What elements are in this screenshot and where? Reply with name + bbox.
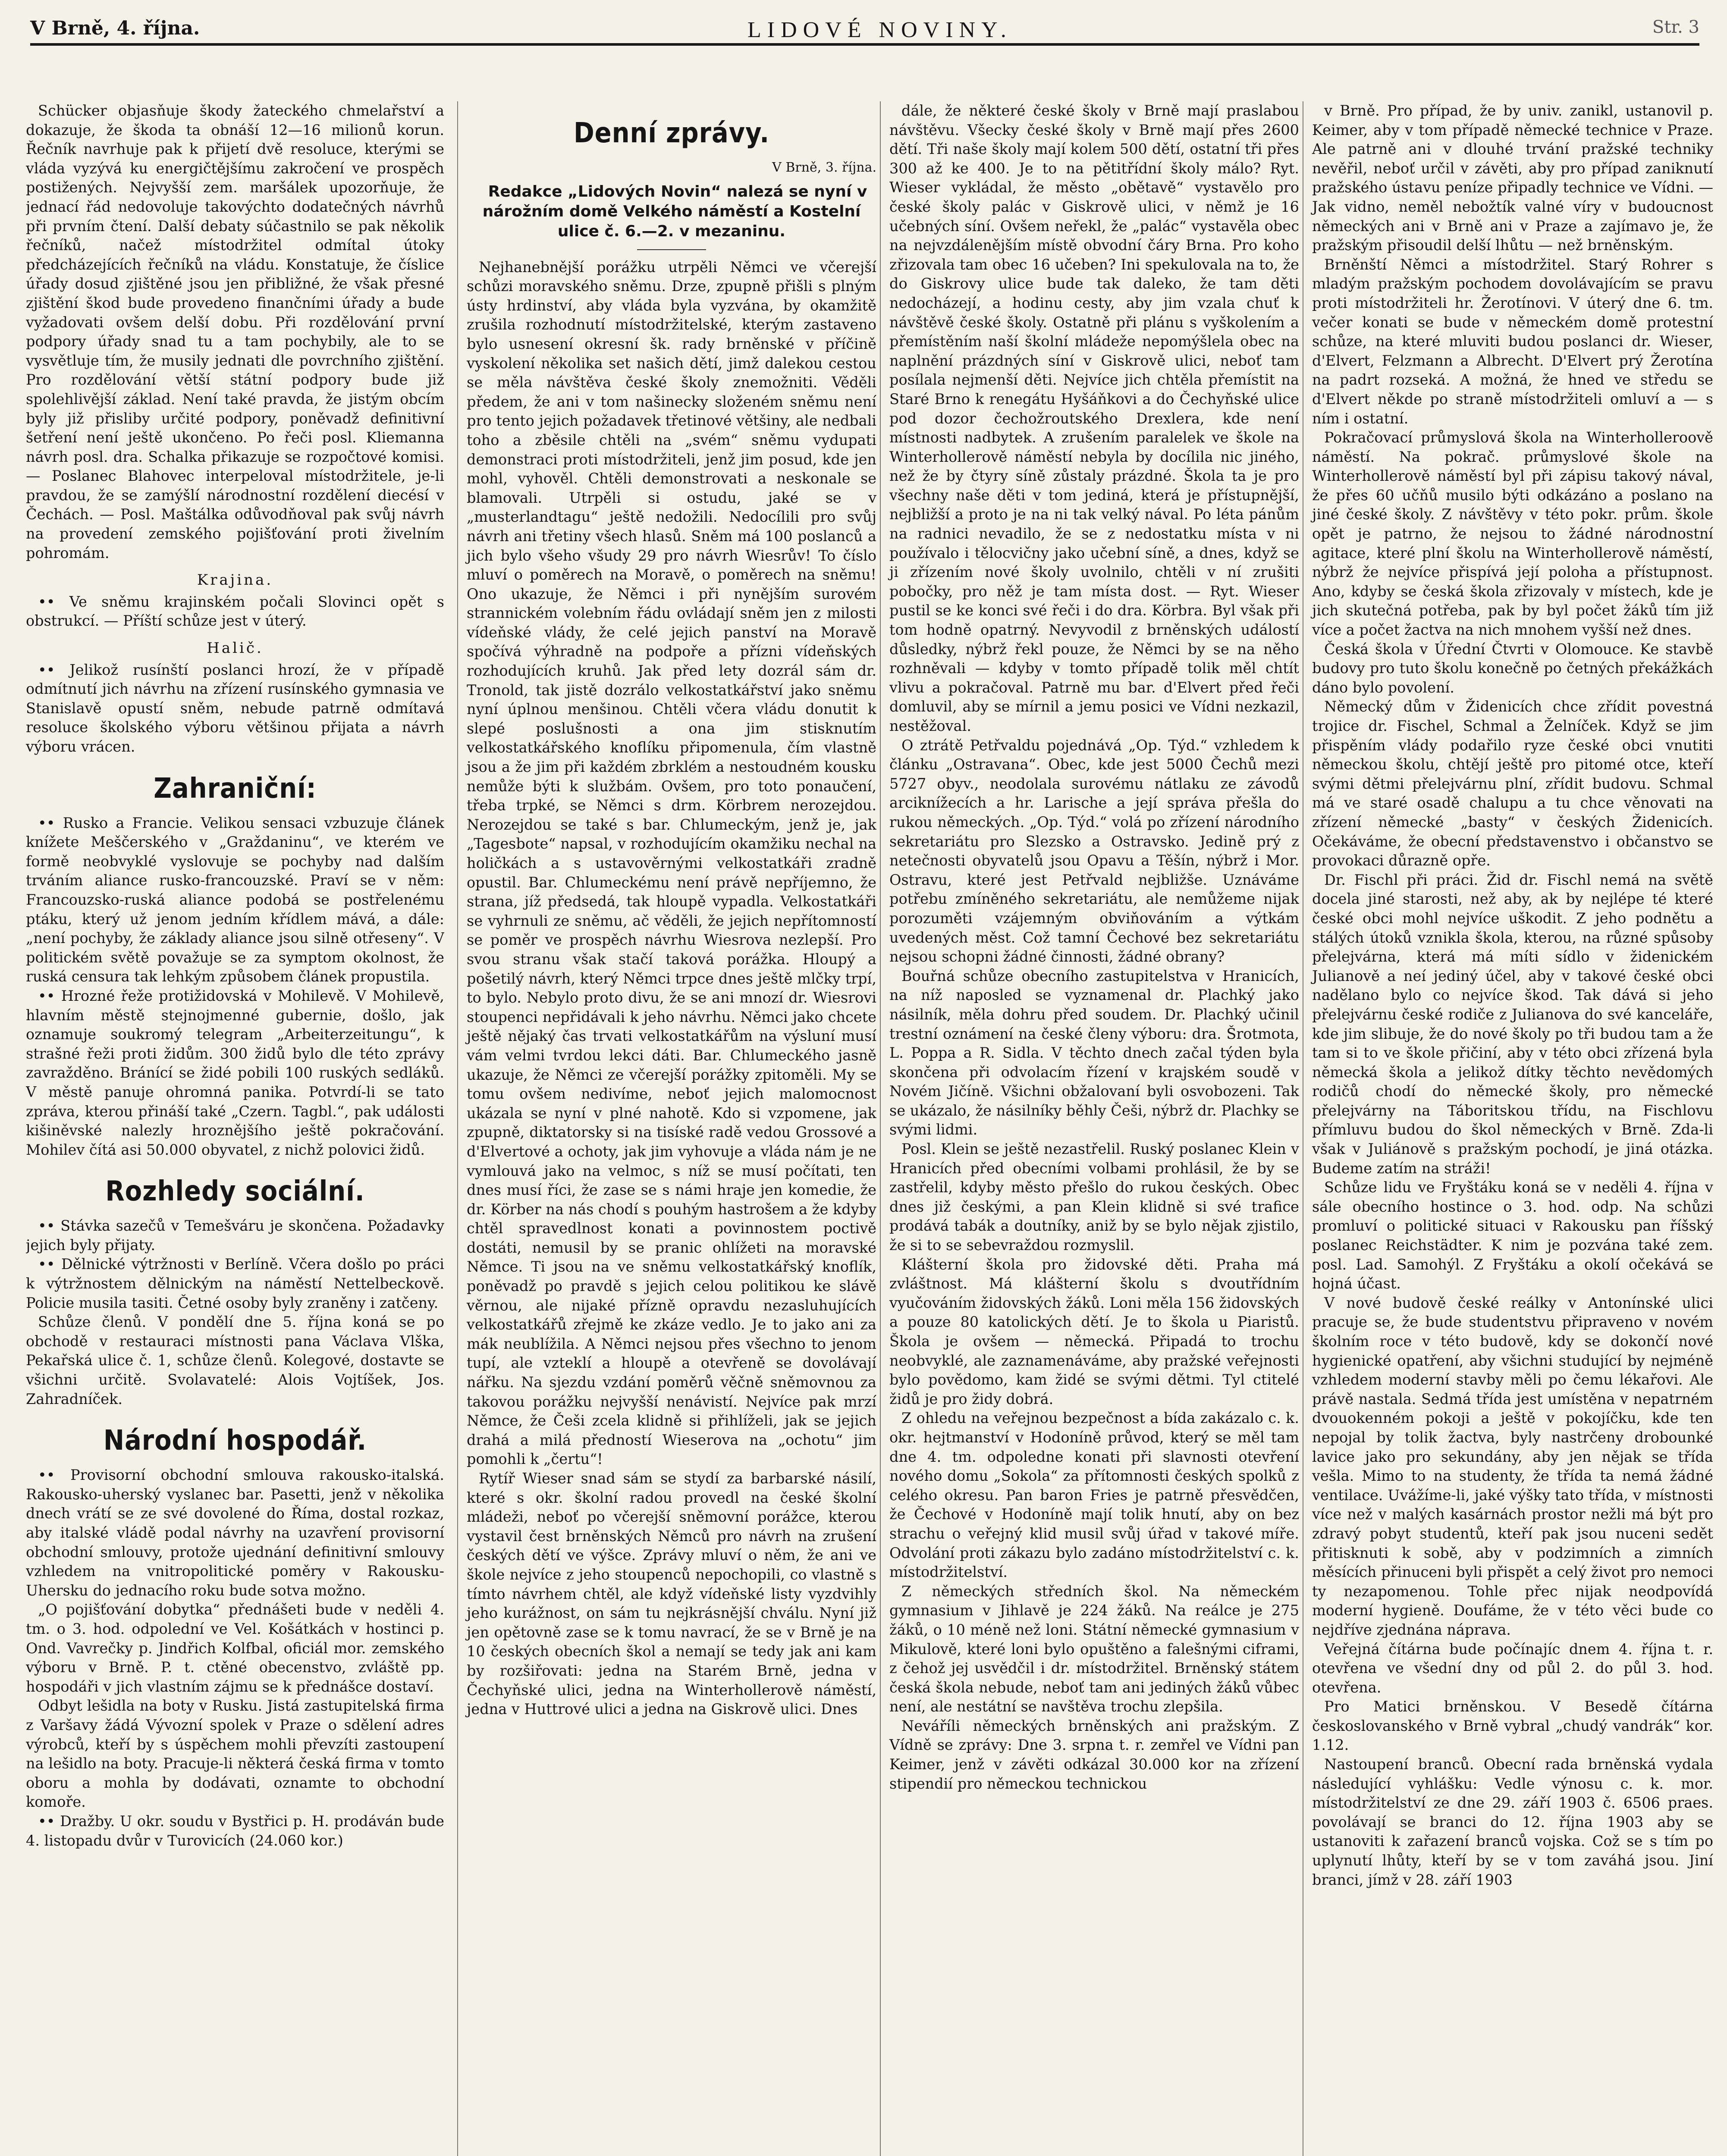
article-paragraph: Dr. Fischl při práci. Žid dr. Fischl nemá na světě docela jiné starosti, než aby, ak by nejlépe té které české obci mohl nejvíce uškodit. Z jeho podnětu a stálých útoků vznikla škola, kterou, na různé spůsoby přelejvárna, která má míti sídlo v židenickém Julianově a neí jediný účel, aby v takové české obci nadělano bylo co nejvíce škod. Tak dává si jeho přelejvárnu české rodiče z Julianova do své kanceláře, kde jim slibuje, že do nové školy po tři budou tam a že tam si to ve škole přičiní, aby v této obci zřízená byla německá škola a jelikož dítky těchto nevědomých rodičů chodí do německé školy, pro německé přelejvárny na Táboritskou třídu, na Fischlovu přímluvu budou do škol německých v Brně. Zda-li však v Juliánově s pražským pochodí, je jiná otázka. Budeme zatím na stráži!	[1312, 871, 1713, 1177]
divider	[637, 249, 706, 250]
masthead	[30, 17, 1699, 46]
article-paragraph: V nové budově české reálky v Antonínské ulici pracuje se, že bude studentstvu připraveno v novém školním roce v této budově, kdy se dokončí nové hygienické opatření, aby všichni studující by nejméně vzhledem moderní stavby měli po čemu lékařovi. Ale právě nastala. Sedmá třída jest umístěna v nepatrném dvouokenném pokoji a ještě v pokojíčku, kde ten nepojal by tolik žactva, byly nastrčeny drobounké lavice jako pro sekundány, aby jen nějak se třída vešla. Mimo to na studenty, že třída ta nemá žádné ventilace. Uvážíme-li, jaké výšky tato třída, v místnosti více než v malých kasárnách prostor nežli má být pro zdravý pobyt studentů, kteří pak jsou nuceni sedět přitisknuti k sobě, aby v podzimních a zimních měsících přinuceni byli přispět a celý život pro nemoci ty nezapomenou. Tohle přec nijak neodpovídá moderní hygieně. Doufáme, že v této věci bude co nejdříve zjednána náprava.	[1312, 1294, 1713, 1638]
article-paragraph: •• Dražby. U okr. soudu v Bystřici p. H. prodáván bude 4. listopadu dvůr v Turovicích (24.060 kor.)	[26, 1812, 444, 1849]
section-heading-social: Rozhledy sociální.	[105, 1175, 365, 1208]
article-paragraph: Neváříli německých brněnských ani pražským. Z Vídně se zprávy: Dne 3. srpna t. r. zemřel ve Vídni pan Keimer, jenž v závěti odkázal 30.000 kor na zřízení stipendií pro německou technickou	[889, 1717, 1299, 1792]
column-2	[457, 101, 876, 2156]
article-paragraph: •• Jelikož rusínští poslanci hrozí, že v případě odmítnutí jich návrhu na zřízení rusínského gymnasia ve Stanislavě opustí sněm, nebude patrně odmítavá resoluce školského výboru většinou přijata a návrh výboru vrácen.	[26, 661, 444, 755]
subheading-krajina: Krajina.	[197, 571, 273, 589]
place-date: V Brně, 4. října.	[30, 17, 200, 39]
column-3	[880, 101, 1299, 2156]
section-heading-news: Denní zprávy.	[573, 117, 770, 149]
article-paragraph: Bouřná schůze obecního zastupitelstva v Hranicích, na níž naposled se vyznamenal dr. Plachký jako násilník, měla dohru před soudem. Dr. Plachký učinil trestní oznámení na české členy výboru: dra. Šrotmota, L. Poppa a R. Sidla. V těchto dnech začal týden byla skončena při odvolacím řízení v krajském soudě v Novém Jičíně. Všichni obžalovaní byli osvobozeni. Tak se ukázalo, že násilníky běhly Češi, nýbrž dr. Plachky se svými lidmi.	[889, 967, 1299, 1138]
article-paragraph: Rytíř Wieser snad sám se stydí za barbarské násilí, které s okr. školní radou provedl na české školní mládeži, neboť po včerejší sněmovní porážce, kterou vystavil čest brněnských Němců pro návrh na zrušení českých dětí ve výšce. Zprávy mluví o něm, že ani ve škole nejvíce z jeho stoupenců nepochopili, co vlastně s tímto návrhem chtěl, ale když vídeňské listy vyzdvihly jeho kurážnost, on sám tu nejkrásnější chválu. Nyní již jen opětovně zase se k tomu navrací, že se v Brně je na 10 českých obecních škol a nemají se tedy jak ani kam by rozšiřovati: jedna na Starém Brně, jedna v Čechyňské ulici, jedna na Winterhollerově náměstí, jedna v Huttrové ulici a jedna na Giskrově ulici. Dnes	[467, 1470, 876, 1718]
editorial-notice: Redakce „Lidových Novin“ nalezá se nyní v nárožním domě Velkého náměstí a Kostelní ulice č. 6.—2. v mezaninu.	[482, 182, 867, 240]
column-1	[26, 101, 444, 2156]
column-4	[1303, 101, 1713, 2156]
article-paragraph: „O pojišťování dobytka“ přednášeti bude v neděli 4. tm. o 3. hod. odpolední ve Vel. Košátkách v hostinci p. Ond. Vavrečky p. Jindřich Kolfbal, oficiál mor. zemského výboru v Brně. P. t. ctěné obecenstvo, zvláště pp. hospodáři v jich vlastním zájmu se k přednášce dostaví.	[26, 1601, 444, 1695]
article-paragraph: Schůze členů. V pondělí dne 5. října koná se po obchodě v restauraci místnosti pana Václava Vlška, Pekařská ulice č. 1, schůze členů. Kolegové, dostavte se všichni určitě. Svolavatelé: Alois Vojtíšek, Jos. Zahradníček.	[26, 1313, 444, 1407]
article-paragraph: •• Rusko a Francie. Velikou sensaci vzbuzuje článek knížete Meščerského v „Graždaninu“, ve kterém ve formě neobvyklé vyslovuje se pochyby nad dalším trváním aliance rusko-francouzské. Praví se v něm: Francouzsko-ruská aliance podobá se postřelenému ptáku, který už jenom jedním křídlem mává, a dále: „není pochyby, že základy aliance jsou silně otřeseny“. V politickém světě považuje se za symptom okolnost, že ruská censura tak lehkým způsobem článek propustila.	[26, 814, 444, 985]
article-paragraph: dále, že některé české školy v Brně mají praslabou návštěvu. Všecky české školy v Brně mají přes 2600 dětí. Tři naše školy mají kolem 500 dětí, ostatní tři přes 300 až ke 400. Je to na pětitřídní školy málo? Ryt. Wieser vykládal, že město „obětavě“ vystavělo pro české školy palác v Giskrově ulici, v němž je 16 učebných síní. Ovšem neřekl, že „palác“ vystavěla obec na nejvzdálenějším místě obvodní čáry Brna. Pro koho zřizovala tam obec 16 učeben? Ini spekulovala na to, že do Giskrovy ulice bude tak daleko, že tam děti nedocházejí, a hodinu cesty, aby jim vzala chuť k návštěvě české školy. Ostatně při plánu s vyškolením a přemístěním naší školní mládeže nepomýšlela obec na naplnění prázdných síní v Giskrově ulici, neboť tam posílala nejmenší děti. Nejvíce jich chtěla přemístit na Staré Brno k renegátu Hyšáňkovi a do Čechyňské ulice pod dozor čechožroutského Drexlera, kde není místnosti nadbytek. A zrušením paralelek ve škole na Winterhollerově náměstí nebyla by docílila nic jiného, než že by čtyry síně zůstaly prázdné. Škola ta je pro všechny naše děti v tom jediná, která je přístupnější, nejbližší a proto je na ni tak velký nával. Po léta pánům na radnici nevadilo, že se z nedostatku místa v ni používalo i tělocvičny jako učební síně, a dnes, když se ji zřízením nové školy uvolnilo, chtěli v ní zrušiti pobočky, pro něž je tam místa dost. — Ryt. Wieser pustil se ke konci své řeči i do dra. Körbra. Byl však při tom hodně opatrný. Nevyvodil z brněnských událostí důsledky, nýbrž řekl pouze, že Němci by se na něho rozhněvali — kdyby v tomto případě tolik měl chtít vlivu a pokračoval. Patrně mu bar. d'Elvert před řeči domluvil, aby se mírnil a jemu posici ve Vídni nezkazil, nestěžoval.	[889, 102, 1299, 734]
article-paragraph: •• Stávka sazečů v Temešváru je skončena. Požadavky jejich byly přijaty.	[26, 1217, 444, 1253]
article-paragraph: Pro Matici brněnskou. V Besedě čítárna českoslovanského v Brně vybral „chudý vandrák“ kor. 1.12.	[1312, 1698, 1713, 1754]
newspaper-title: LIDOVÉ NOVINY.	[747, 18, 1012, 42]
article-paragraph: Pokračovací průmyslová škola na Winterholleroově náměstí. Na pokrač. průmyslové škole na Winterhollerově náměstí byl při zápisu takový nával, že přes 60 učňů musilo býti odkázáno a poslano na jiné české školy. Z návštěvy v této pokr. prům. škole opět je patrno, že nejsou to žádné národnostní agitace, které plní školu na Winterhollerově náměstí, nýbrž že nejvíce přispívá její poloha a přístupnost. Ano, kdyby se česká škola zřizovaly v místech, kde je jich skutečná potřeba, pak by byl počet žáků tím již více a počet žactva na nich mnohem vyšší než dnes.	[1312, 429, 1713, 639]
article-paragraph: Německý dům v Židenicích chce zřídit povestná trojice dr. Fischel, Schmal a Želníček. Když se jim přispěním vlády podařilo ryze české obci vnutiti německou školu, chtějí ještě pro pitomé otce, kteří svými dětmi přelejvárnu plní, zřídit budovu. Schmal má ve staré osadě chalupu a tu chce věnovati na zřízení německé „basty“ v českých Židenicích. Očekáváme, že obecní představenstvo i občanstvo se provokaci důrazně opře.	[1312, 698, 1713, 869]
article-paragraph: Z ohledu na veřejnou bezpečnost a bída zakázalo c. k. okr. hejtmanství v Hodoníně průvod, který se měl tam dne 4. tm. odpoledne konati při slavnosti otevření nového domu „Sokola“ za přítomnosti českých spolků z celého okresu. Pan baron Fries je patrně přesvědčen, že Čechové v Hodoníně mají tolik hnutí, aby on bez strachu o veřejný klid musil svůj úřad v takové míře. Odvolání proti zákazu bylo zadáno místodržitelství c. k. místodržitelství.	[889, 1410, 1299, 1581]
article-paragraph: Klášterní škola pro židovské děti. Praha má zvláštnost. Má klášterní školu s dvoutřídním vyučováním židovských žáků. Loni měla 156 židovských a pouze 80 katolických dětí. Je to škola u Piaristů. Škola je ovšem — německá. Připadá to trochu neobvyklé, ale zaznamenáváme, aby pražské veřejnosti bylo povědomo, kam židé se svými dětmi. Tyl ctitelé židů je pro židy dobrá.	[889, 1256, 1299, 1407]
subheading-halic: Halič.	[207, 639, 264, 657]
article-paragraph: •• Provisorní obchodní smlouva rakousko-italská. Rakousko-uherský vyslanec bar. Pasetti, jenž v několika dnech vrátí se ze své dovolené do Říma, dostal rozkaz, aby italské vládě podal návrhy na uzavření provisorní obchodní smlouvy, protože ujednání definitivní smlouvy vzhledem na vnitropolitické poměry v Rakousku-Uhersku do jednacího roku bude sotva možno.	[26, 1467, 444, 1599]
article-paragraph: Posl. Klein se ještě nezastřelil. Ruský poslanec Klein v Hranicích před obecními volbami prohlásil, že by se zastřelil, kdyby město přešlo do rukou českých. Obec dnes již českými, a pan Klein klidně si své trafice prodává tabák a doutníky, aniž by se bylo nějak zjistilo, že si to se sebevraždou rozmyslil.	[889, 1141, 1299, 1254]
section-heading-foreign: Zahraniční:	[154, 772, 317, 805]
article-paragraph: Brněnští Němci a místodržitel. Starý Rohrer s mladým pražským pochodem dovolávajícím se pravu proti místodržiteli hr. Žerotínovi. V úterý dne 6. tm. večer konati se bude v německém domě protestní schůze, na které mluviti budou poslanci dr. Wieser, d'Elvert, Felzmann a Albrecht. D'Elvert prý Žerotína na padrt rozseká. A možná, že hned ve středu se d'Elvert někde po straně místodržiteli omluví a — s ním i ostatní.	[1312, 256, 1713, 427]
dateline: V Brně, 3. října.	[772, 160, 876, 175]
article-paragraph: Z německých středních škol. Na německém gymnasium v Jihlavě je 224 žáků. Na reálce je 275 žáků, o 10 méně než loni. Státní německé gymnasium v Mikulově, které loni bylo opuštěno a falešnými ciframi, z čehož jej usvědčil i dr. místodržitel. Brněnský státem česká škola nebude, neboť tam ani jediných žáků vůbec není, ale nestátní se navštěva trochu zlepšila.	[889, 1583, 1299, 1715]
article-paragraph: Odbyt lešidla na boty v Rusku. Jistá zastupitelská firma z Varšavy žádá Vývozní spolek v Praze o sdělení adres výrobců, kteří by s úspěchem mohli převzíti zastoupení na lešidlo na boty. Pracuje-li některá česká firma v tomto oboru a mohla by dodávati, oznamte to obchodní komoře.	[26, 1697, 444, 1811]
article-paragraph: Schücker objasňuje škody žateckého chmelařství a dokazuje, že škoda ta obnáší 12—16 milionů korun. Řečník navrhuje pak k přijetí dvě resoluce, kterými se vláda vyzývá ku energičtějšímu zakročení ve prospěch postižených. Nejvyšší zem. maršálek upozorňuje, že jednací řád nedovoluje takovýchto dodatečných návrhů při prvním čtení. Další debaty súčastnilo se pak několik řečníků, načež místodržitel odmítal útoky předcházejících řečníků na vládu. Konstatuje, že číslice úřady dosud zjištěné jsou jen přibližné, že však přesné zjištění škod bude provedeno finančními úřady a bude vyžadovati ovšem delší dobu. Při rozdělování první podpory úřady snad tu a tam pochybily, ale to se vysvětluje tím, že musily jednati dle povrchního zjištění. Pro rozdělování větší státní podpory bude již spolehlivější základ. Není také pravda, že jistým obcím byly již přisliby určité podpory, poněvadž definitivní šetření není ještě ukončeno. Po řeči posl. Kliemanna návrh posl. dra. Schalka přikazuje se rozpočtové komisi. — Poslanec Blahovec interpeloval místodržitele, je-li pravdou, že se zamýšlí národnostní rozdělení diecésí v Čechách. — Posl. Maštálka odůvodňoval pak svůj návrh na provedení zemského pojišťování proti živelním pohromám.	[26, 102, 444, 561]
article-paragraph: Nastoupení branců. Obecní rada brněnská vydala následující vyhlášku: Vedle výnosu c. k. mor. místodržitelství ze dne 29. září 1903 č. 6506 praes. povolávají se branci do 12. října 1903 aby se ustanoviti k zařazení branců vojska. Což se s tím po uplynutí lhůty, kteří by se v tom zaváhá jsou. Jiní branci, jímž v 28. září 1903	[1312, 1756, 1713, 1888]
article-paragraph: O ztrátě Petřvaldu pojednává „Op. Týd.“ vzhledem k článku „Ostravana“. Obec, kde jest 5000 Čechů mezi 5727 obyv., neodolala surovému nátlaku ze závodů arciknížecích a hr. Larische a její správa přešla do rukou německých. „Op. Týd.“ volá po zřízení národního sekretariátu pro Slezsko a Ostravsko. Jedině prý z netečnosti obyvatelů jsou Opavu a Těšín, nýbrž i Mor. Ostravu, které jest Petřvald nejbližše. Uznáváme potřebu zmíněného sekretariátu, ale nemůžeme nijak porozuměti vzájemným obviňováním a výtkám uvedených měst. Což tamní Čechové bez sekretariátu nejsou schopni žádné činnosti, žádné obrany?	[889, 736, 1299, 965]
article-paragraph: Nejhanebnější porážku utrpěli Němci ve včerejší schůzi moravského sněmu. Drze, zpupně přišli s plným ústy hrdinství, aby vláda byla vyzvána, by okamžitě zrušila rozhodnutí místodržitelské, kterým zastaveno bylo usnesení okresní šk. rady brněnské v příčině vyskolení několika set našich dětí, jimž dalekou cestou se měla návštěva české školy znemožniti. Věděli předem, že ani v tom našinecky složeném sněmu není pro tento jejich požadavek třetinové většiny, ale nedbali toho a zběsile chtěli na „svém“ sněmu vydupati demonstraci proti místodržiteli, jenž jim posud, kde jen mohl, vyhověl. Chtěli demonstrovati a neskonale se blamovali. Utrpěli si ostudu, jaké se v „musterlandtagu“ ještě nedožili. Nedocílili pro svůj návrh ani třetiny všech hlasů. Sněm má 100 poslanců a jich bylo všeho všudy 29 pro návrh Wiesrův! To číslo mluví o poměrech na Moravě, o poměrech na sněmu! Ono ukazuje, že Němci i při nynějším surovém strannickém volebním řádu ovládají sněm jen z milosti vídeňské vlády, že celé jejich panství na Moravě spočívá výhradně na podpoře a přízni vídeňských rozhodujících kruhů. Jak před lety dozrál sám dr. Tronold, tak jistě dozrálo velkostatkářství jako sněmu nyní úplnou menšinou. Chtěli včera vládu donutit k slepé poslušnosti a ona jim stisknutím velkostatkářského knoflíku připomenula, čím vlastně jsou a že jim při každém zbrklém a nestoudném kousku nemůže býti k službám. Ovšem, pro toto ponaučení, třeba trpké, se Němci s drm. Körbrem nerozejdou. Nerozejdou se také s bar. Chlumeckým, jenž je, jak „Tagesbote“ napsal, v rozhodujícím okamžiku nechal na holičkách a s ustavověrnými velkostatkáři zradně opustil. Bar. Chlumeckému není právě nepříjemno, že strana, jíž předsedá, tak hloupě vypadla. Velkostatkáři se vyhrnuli ze sněmu, ač věděli, že jejich nepřítomností se poměr ve prospěch návrhu Wiesrova nezlepší. Pro svou stranu však stačí taková porážka. Hloupý a pošetilý návrh, který Němci trpce dnes ještě mlčky trpí, to bylo. Nebylo proto divu, že se ani mnozí dr. Wiesrovi stoupenci nepřidávali k jeho návrhu. Němci jako chcete ještě nějaký čas trvati velkostatkářům na výsluní musí vám velmi tvrdou lekci dáti. Bar. Chlumeckého jasně ukazuje, že Němci ze včerejší porážky zpitoměli. My se tomu ovšem nedivíme, neboť jejich malomocnost ukázala se nyní v plné nahotě. Kdo si vzpomene, jak zpupně, diktatorsky si na tisíské radě vedou Grossové a d'Elvertové a ochoty, jak jim vyhovuje a vláda nám je ne vymlouvá jako na velmoc, s níž se musí počítati, ten dnes musí říci, že zase se s námi hraje jen komedie, že dr. Körber na nás chodí s pouhým hastrošem a že kdyby chtěl spravedlnost konati a povinnostem poctivě dostáti, nemusil by se pranic ohlížeti na moravské Němce. Ti jsou na ve sněmu velkostatkářský knoflík, poněvadž po pravdě s jejich celou politikou ke slávě věrnou, ale nijaké přízně opravdu nezasluhujících velkostatkářů zřejmě ke zkáze vedlo. Je to jako ani za mák neublížila. A Němci nejsou přes všechno to jenom tupí, ale vzteklí a hloupě a otevřeně se dovolávají nářku. Na sjezdu vzdání poměrů věčně sněmovnou za takovou porážku nejvyšší nenávistí. Nejvíce pak mrzí Němce, že Češi zcela klidně si přihlíželi, jak se jejich drahá a milá předností Wieserova na „ochotu“ jim pomohli k „čertu“!	[467, 258, 876, 1468]
article-paragraph: Česká škola v Úřední Čtvrti v Olomouce. Ke stavbě budovy pro tuto školu konečně po četných překážkách dáno bylo povolení.	[1312, 640, 1713, 696]
article-paragraph: •• Dělnické výtržnosti v Berlíně. Včera došlo po práci k výtržnostem dělnickým na náměstí Nettelbeckově. Policie musila tasiti. Četné osoby byly zraněny i zatčeny.	[26, 1256, 444, 1311]
section-heading-economy: Národní hospodář.	[103, 1425, 367, 1457]
article-paragraph: •• Hrozné řeže protižidovská v Mohilevě. V Mohilevě, hlavním městě stejnojmenné gubernie, došlo, jak oznamuje soukromý telegram „Arbeiterzeitungu“, k strašné řeži proti židům. 300 židů bylo dle této zprávy zavražděno. Bránící se židé pobili 100 ruských sedláků. V městě panuje ohromná panika. Potvrdí-li se tato zpráva, kterou přináší také „Czern. Tagbl.“, pak události kišiněvské nalezly hroznějšího ještě pokračování. Mohilev čítá asi 50.000 obyvatel, z nichž polovici židů.	[26, 987, 444, 1158]
article-paragraph: v Brně. Pro případ, že by univ. zanikl, ustanovil p. Keimer, aby v tom případě německé technice v Praze. Ale patrně ani v dlouhé trvání pražské techniky nevěřil, neboť určil v závěti, aby pro případ zaniknutí pražského ústavu peníze připadly technice ve Vídni. — Jak vidno, neměl nebožtík valné víry v budoucnost německých ani v Brně ani v Praze a zajímavo je, že pražským přisoudil delší lhůtu — než brněnským.	[1312, 102, 1713, 254]
page-number: Str. 3	[1652, 17, 1699, 37]
article-paragraph: Veřejná čítárna bude počínajíc dnem 4. října t. r. otevřena ve všední dny od půl 2. do půl 3. hod. otevřena.	[1312, 1640, 1713, 1696]
article-paragraph: •• Ve sněmu krajinském počali Slovinci opět s obstrukcí. — Příští schůze jest v úterý.	[26, 593, 444, 630]
article-paragraph: Schůze lidu ve Fryštáku koná se v neděli 4. října v sále obecního hostince o 3. hod. odp. Na schůzi promluví o politické situaci v Rakousku pan říšský poslanec Reichstädter. K nim je pozvána také zem. posl. Lad. Samohýl. Z Fryštáku a okolí očekává se hojná účast.	[1312, 1179, 1713, 1292]
